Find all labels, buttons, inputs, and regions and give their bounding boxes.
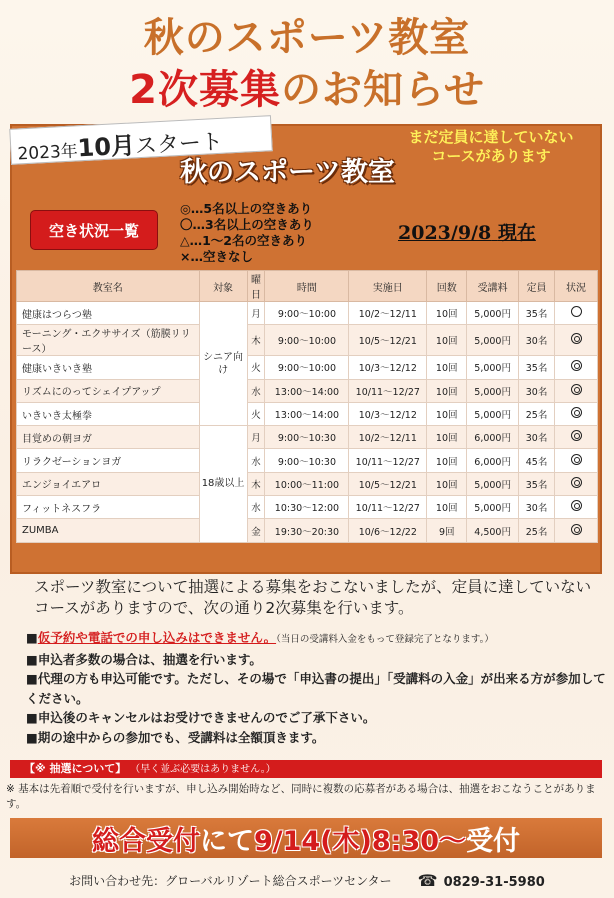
course-time: 10:00〜11:00 [265,472,349,495]
course-day: 月 [247,426,265,449]
course-status [555,472,598,495]
course-status [555,449,598,472]
double-circle-icon [571,477,582,488]
course-time: 9:00〜10:00 [265,356,349,379]
course-status [555,356,598,379]
table-row [17,356,598,379]
course-dates: 10/2〜12/11 [349,426,427,449]
col-header: 受講料 [467,271,519,302]
course-day: 水 [247,449,265,472]
notice-line-1: まだ定員に達していない [408,128,574,146]
course-count: 10回 [427,449,467,472]
course-dates: 10/11〜12/27 [349,449,427,472]
col-header: 時間 [265,271,349,302]
course-fee: 6,000円 [467,449,519,472]
course-capacity: 30名 [519,426,555,449]
double-circle-icon [571,333,582,344]
table-row [17,472,598,495]
course-time: 10:30〜12:00 [265,496,349,519]
course-name: 健康はつらつ塾 [17,302,200,325]
rule-note: （当日の受講料入金をもって登録完了となります。） [276,634,494,645]
as-of-date [398,218,536,245]
availability-list-button[interactable]: 空き状況一覧 [30,210,158,250]
course-status [555,325,598,356]
main-subtitle [0,58,614,115]
notice-line-2: コースがあります [431,147,551,165]
course-count: 10回 [427,356,467,379]
course-count: 10回 [427,325,467,356]
table-row [17,302,598,325]
course-name: いきいき太極拳 [17,402,200,425]
course-time: 9:00〜10:30 [265,426,349,449]
course-capacity: 45名 [519,449,555,472]
course-status [555,496,598,519]
table-row [17,519,598,542]
contact-label: お問い合わせ先：グローバルリゾート総合スポーツセンター [69,873,392,888]
course-fee: 4,500円 [467,519,519,542]
start-label: スタート [134,129,224,160]
table-header-row [17,271,598,302]
rule-item: ■申込者多数の場合は、抽選を行います。 [26,651,262,667]
course-count: 10回 [427,426,467,449]
col-header: 状況 [555,271,598,302]
second-recruit-text: 2次募集 [129,67,282,113]
course-status [555,519,598,542]
course-day: 木 [247,325,265,356]
course-time: 19:30〜20:30 [265,519,349,542]
lottery-bar [10,760,602,778]
course-fee: 5,000円 [467,472,519,495]
rule-item: ■申込後のキャンセルはお受けできませんのでご了承下さい。 [26,710,376,725]
col-header: 回数 [427,271,467,302]
course-fee: 5,000円 [467,356,519,379]
reception-datetime: 9/14(木)8:30〜 [253,825,467,857]
course-time: 9:00〜10:30 [265,449,349,472]
double-circle-icon [571,360,582,371]
rule-item: ■仮予約や電話での申し込みはできません。（当日の受講料入金をもって登録完了となります。） [26,630,494,645]
course-capacity: 30名 [519,325,555,356]
tel-number: 0829-31-5980 [443,874,545,890]
lottery-title: 【※ 抽選について】 [24,762,127,775]
course-count: 10回 [427,379,467,402]
lottery-text: ※ 基本は先着順で受付を行いますが、申し込み開始時など、同時に複数の応募者がある場合は、抽選をおこなうことがあります。 [6,783,596,810]
course-day: 木 [247,472,265,495]
reception-banner [10,818,602,858]
course-name: 健康いきいき塾 [17,356,200,379]
panel-subtitle [180,150,395,189]
double-circle-icon [571,407,582,418]
course-dates: 10/3〜12/12 [349,356,427,379]
course-status [555,379,598,402]
rule-text: 申込後のキャンセルはお受けできませんのでご了承下さい。 [37,710,376,725]
table-row [17,325,598,356]
course-time: 13:00〜14:00 [265,402,349,425]
reception-place: 総合受付 [91,825,200,857]
course-capacity: 25名 [519,402,555,425]
legend-item: ◎…5名以上の空きあり [180,201,313,216]
intro-text: スポーツ教室について抽選による募集をおこないましたが、定員に達していないコースがありますので、次の通り2次募集を行います。 [34,578,592,617]
course-fee: 5,000円 [467,302,519,325]
start-year: 2023年 [17,141,79,165]
table-row [17,402,598,425]
course-dates: 10/11〜12/27 [349,496,427,519]
course-fee: 5,000円 [467,402,519,425]
table-body [17,302,598,543]
course-day: 金 [247,519,265,542]
panel-subtitle-b: スポーツ教室 [234,157,395,188]
announcement-text: のお知らせ [281,67,485,113]
double-circle-icon [571,454,582,465]
course-fee: 5,000円 [467,496,519,519]
course-name: ZUMBA [17,519,200,542]
course-time: 9:00〜10:00 [265,325,349,356]
start-month: 10月 [76,131,136,163]
course-fee: 5,000円 [467,379,519,402]
course-fee: 6,000円 [467,426,519,449]
course-capacity: 35名 [519,472,555,495]
table-row [17,449,598,472]
course-name: リズムにのってシェイプアップ [17,379,200,402]
rule-text: 期の途中からの参加でも、受講料は全額頂きます。 [37,729,325,745]
legend-item: ×…空きなし [180,249,253,264]
col-header: 定員 [519,271,555,302]
table-row [17,379,598,402]
footer [0,868,614,892]
col-header: 対象 [199,271,247,302]
course-capacity: 30名 [519,379,555,402]
tel-block [418,871,545,890]
schedule-table [16,270,598,543]
course-count: 10回 [427,496,467,519]
double-circle-icon [571,524,582,535]
rule-item: ■代理の方も申込可能です。ただし、その場で「申込書の提出」「受講料の入金」が出来る方が参加してください。 [26,671,606,706]
course-day: 火 [247,402,265,425]
table-row [17,426,598,449]
as-of-date-value: 2023/9/8 [398,222,492,244]
course-dates: 10/5〜12/21 [349,325,427,356]
course-day: 水 [247,379,265,402]
course-time: 13:00〜14:00 [265,379,349,402]
reception-label: 受付 [466,825,521,857]
rules-list [26,628,606,747]
course-day: 火 [247,356,265,379]
as-of-label: 現在 [497,222,536,244]
double-circle-icon [571,430,582,441]
course-count: 10回 [427,302,467,325]
status-legend [180,201,314,265]
rule-text: 申込者多数の場合は、抽選を行います。 [37,651,262,667]
col-header: 実施日 [349,271,427,302]
course-status [555,302,598,325]
main-title: 秋のスポーツ教室 [143,15,471,61]
course-fee: 5,000円 [467,325,519,356]
course-name: フィットネスフラ [17,496,200,519]
legend-item: △…1～2名の空きあり [180,233,308,248]
target-adult: 18歳以上 [199,426,247,542]
col-header: 教室名 [17,271,200,302]
legend-item: 〇…3名以上の空きあり [180,217,314,232]
course-count: 10回 [427,402,467,425]
panel-subtitle-a: 秋の [180,157,234,188]
course-count: 9回 [427,519,467,542]
target-senior: シニア向け [199,302,247,426]
course-count: 10回 [427,472,467,495]
course-day: 月 [247,302,265,325]
double-circle-icon [571,384,582,395]
course-status [555,402,598,425]
course-dates: 10/3〜12/12 [349,402,427,425]
reception-at: にて [199,825,254,857]
course-status [555,426,598,449]
course-capacity: 35名 [519,356,555,379]
rule-text: 代理の方も申込可能です。ただし、その場で「申込書の提出」「受講料の入金」が出来る方が参加してください。 [26,671,606,706]
circle-icon [571,306,582,317]
table-row [17,496,598,519]
course-name: モーニング・エクササイズ（筋膜リリース） [17,325,200,356]
course-dates: 10/6〜12/22 [349,519,427,542]
lottery-note: （早く並ぶ必要はありません。） [130,764,276,775]
rule-item: ■期の途中からの参加でも、受講料は全額頂きます。 [26,729,325,745]
course-name: 目覚めの朝ヨガ [17,426,200,449]
phone-icon: ☎ [417,870,438,890]
course-name: エンジョイエアロ [17,472,200,495]
col-header: 曜日 [247,271,265,302]
rule-no-reservation: 仮予約や電話での申し込みはできません。 [37,630,277,645]
course-capacity: 35名 [519,302,555,325]
double-circle-icon [571,500,582,511]
course-dates: 10/2〜12/11 [349,302,427,325]
course-dates: 10/5〜12/21 [349,472,427,495]
course-capacity: 25名 [519,519,555,542]
course-dates: 10/11〜12/27 [349,379,427,402]
course-time: 9:00〜10:00 [265,302,349,325]
course-capacity: 30名 [519,496,555,519]
course-name: リラクゼーションヨガ [17,449,200,472]
vacancy-notice [386,128,596,166]
course-day: 水 [247,496,265,519]
